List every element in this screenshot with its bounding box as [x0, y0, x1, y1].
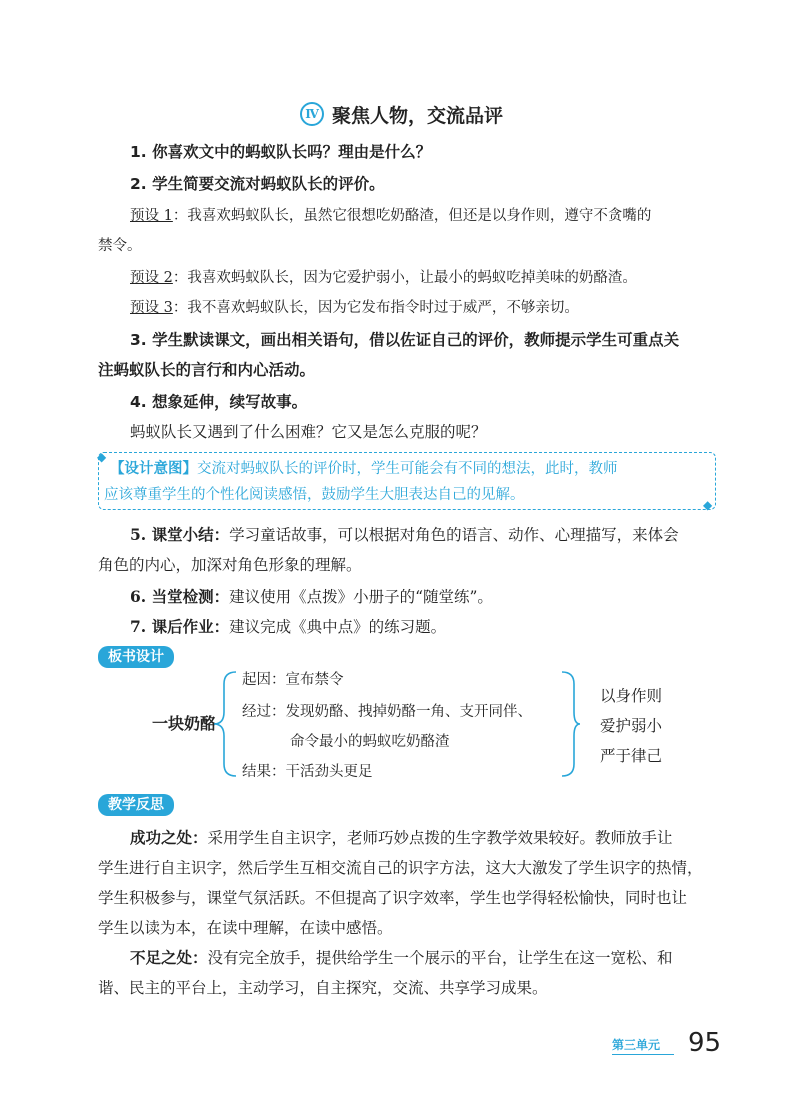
preset-1-label: 预设 1 — [130, 208, 173, 224]
item-7-text: 建议完成《典中点》的练习题。 — [229, 618, 447, 636]
section-heading — [300, 100, 503, 128]
item-5-label: 5. 课堂小结： — [130, 525, 230, 544]
section-title: 聚焦人物，交流品评 — [332, 104, 504, 127]
preset-3-label: 预设 3 — [130, 300, 173, 316]
item-6-text: 建议使用《点拨》小册子的“随堂练”。 — [229, 588, 493, 606]
preset-1-line-1 — [130, 204, 651, 228]
success-line-3: 学生积极参与，课堂气氛活跃。不但提高了识字效率，学生也学得轻松愉快，同时也让 — [98, 889, 688, 907]
right-brace-icon — [562, 672, 580, 776]
item-3-line-2: 注蚂蚁队长的言行和内心活动。 — [98, 361, 316, 379]
item-1: 1. 你喜欢文中的蚂蚁队长吗？理由是什么？ — [130, 143, 432, 161]
lack-line-1 — [130, 946, 673, 970]
item-3-line-1: 3. 学生默读课文，画出相关语句，借以佐证自己的评价，教师提示学生可重点关 — [130, 331, 680, 349]
board-cause: 起因：宣布禁令 — [242, 672, 344, 688]
item-2: 2. 学生简要交流对蚂蚁队长的评价。 — [130, 175, 385, 193]
success-text-1: 采用学生自主识字，老师巧妙点拨的生字教学效果较好。教师放手让 — [207, 829, 673, 847]
success-line-2: 学生进行自主识字，然后学生互相交流自己的识字方法，这大大激发了学生识字的热情， — [98, 859, 703, 877]
preset-2-label: 预设 2 — [130, 270, 173, 286]
board-right-1: 以身作则 — [600, 687, 663, 705]
success-line-4: 学生以读为本，在读中理解，在读中感悟。 — [98, 919, 393, 937]
item-5-line-1 — [130, 523, 679, 547]
preset-2 — [130, 266, 637, 290]
design-intent-label: 【设计意图】 — [110, 460, 197, 477]
preset-3-text: ：我不喜欢蚂蚁队长，因为它发布指令时过于威严，不够亲切。 — [172, 300, 579, 316]
board-result: 结果：干活劲头更足 — [242, 764, 373, 780]
lack-text-1: 没有完全放手，提供给学生一个展示的平台，让学生在这一宽松、和 — [207, 949, 673, 967]
unit-underline — [612, 1054, 674, 1055]
board-title: 一块奶酪 — [152, 714, 217, 733]
success-line-1 — [130, 826, 673, 850]
board-design-tag: 板书设计 — [98, 646, 174, 668]
board-right-2: 爱护弱小 — [600, 717, 663, 735]
corner-ornament-icon: ◆ — [97, 450, 107, 464]
item-7 — [130, 615, 446, 639]
reflection-tag: 教学反思 — [98, 794, 174, 816]
section-number-badge: Ⅳ — [300, 102, 324, 126]
item-4-sub: 蚂蚁队长又遇到了什么困难？它又是怎么克服的呢？ — [130, 423, 487, 441]
item-4: 4. 想象延伸，续写故事。 — [130, 393, 308, 411]
item-6 — [130, 585, 493, 609]
board-process-line-2: 命令最小的蚂蚁吃奶酪渣 — [290, 734, 450, 750]
design-intent-text-1: 交流对蚂蚁队长的评价时，学生可能会有不同的想法，此时，教师 — [197, 461, 618, 477]
item-5-line-2: 角色的内心，加深对角色形象的理解。 — [98, 556, 362, 574]
item-6-label: 6. 当堂检测： — [130, 587, 230, 606]
preset-3 — [130, 296, 579, 320]
left-brace-icon — [214, 672, 236, 776]
unit-label: 第三单元 — [612, 1038, 661, 1052]
lack-label: 不足之处： — [130, 948, 208, 967]
board-process-line-1: 经过：发现奶酪、拽掉奶酪一角、支开同伴、 — [242, 704, 532, 720]
design-intent-line-2: 应该尊重学生的个性化阅读感悟，鼓励学生大胆表达自己的见解。 — [104, 487, 525, 503]
preset-2-text: ：我喜欢蚂蚁队长，因为它爱护弱小，让最小的蚂蚁吃掉美味的奶酪渣。 — [172, 270, 637, 286]
preset-1-line-2: 禁令。 — [98, 238, 142, 254]
lack-line-2: 谐、民主的平台上，主动学习，自主探究，交流、共享学习成果。 — [98, 979, 548, 997]
board-right-3: 严于律己 — [600, 747, 663, 765]
item-7-label: 7. 课后作业： — [130, 617, 230, 636]
corner-ornament-icon: ◆ — [703, 498, 713, 512]
success-label: 成功之处： — [130, 828, 208, 847]
design-intent-line-1 — [110, 457, 618, 481]
item-5-text: 学习童话故事，可以根据对角色的语言、动作、心理描写，来体会 — [229, 526, 679, 544]
page-number: 95 — [688, 1028, 722, 1058]
preset-1-text: ：我喜欢蚂蚁队长，虽然它很想吃奶酪渣，但还是以身作则，遵守不贪嘴的 — [172, 208, 652, 224]
